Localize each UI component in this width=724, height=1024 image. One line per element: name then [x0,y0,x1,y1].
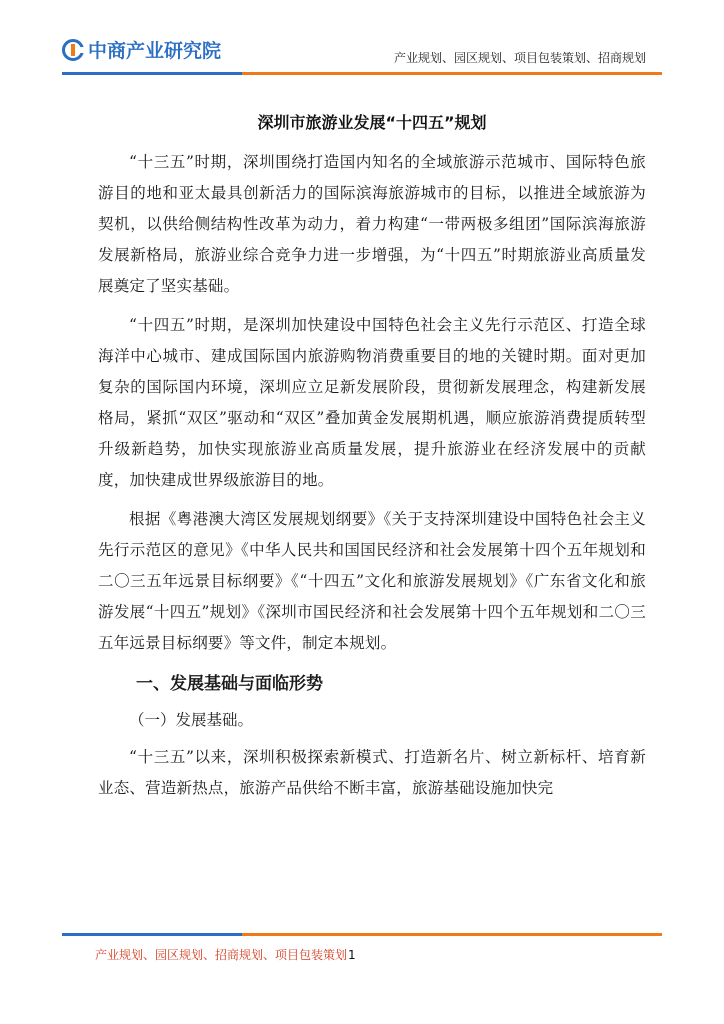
section-heading: 一、发展基础与面临形势 [136,674,323,694]
paragraph-4: “十三五”以来，深圳积极探索新模式、打造新名片、树立新标杆、培育新业态、营造新热点，旅游产品供给不断丰富，旅游基础设施加快完 [98,748,646,797]
paragraph-1: “十三五”时期，深圳围绕打造国内知名的全域旅游示范城市、国际特色旅游目的地和亚太最具创新活力的国际滨海旅游城市的目标，以推进全域旅游为契机，以供给侧结构性改革为动力，着力构建“一带两极多组团”国际滨海旅游发展新格局，旅游业综合竞争力进一步增强，为“十四五”时期旅游业高质量发展奠定了坚实基础。 [98,153,646,295]
footer-tagline: 产业规划、园区规划、招商规划、项目包装策划 [95,948,348,962]
paragraph-3: 根据《粤港澳大湾区发展规划纲要》《关于支持深圳建设中国特色社会主义先行示范区的意见》《中华人民共和国国民经济和社会发展第十四个五年规划和二〇三五年远景目标纲要》《“十四五”文化和旅游发展规划》《广东省文化和旅游发展“十四五”规划》《深圳市国民经济和社会发展第十四个五年规划和二〇三五年远景目标纲要》等文件，制定本规划。 [98,510,646,652]
logo-text: 中商产业研究院 [88,40,222,62]
header-tagline: 产业规划、园区规划、项目包装策划、招商规划 [393,51,646,65]
page-number: 1 [348,948,356,962]
logo-icon [62,39,84,61]
page-footer [95,946,356,963]
header-rule-orange [242,72,662,75]
subsection-heading: （一）发展基础。 [129,711,254,729]
footer-rule-blue [62,933,242,936]
document-body [98,110,646,804]
paragraph-2: “十四五”时期，是深圳加快建设中国特色社会主义先行示范区、打造全球海洋中心城市、建成国际国内旅游购物消费重要目的地的关键时期。面对更加复杂的国际国内环境，深圳应立足新发展阶段，贯彻新发展理念，构建新发展格局，紧抓“双区”驱动和“双区”叠加黄金发展期机遇，顺应旅游消费提质转型升级新趋势，加快实现旅游业高质量发展，提升旅游业在经济发展中的贡献度，加快建成世界级旅游目的地。 [98,316,646,489]
page-header [0,0,724,80]
company-logo [62,36,221,63]
document-title: 深圳市旅游业发展“十四五”规划 [257,113,487,132]
footer-rule-orange [242,933,662,936]
header-rule-blue [62,72,242,75]
